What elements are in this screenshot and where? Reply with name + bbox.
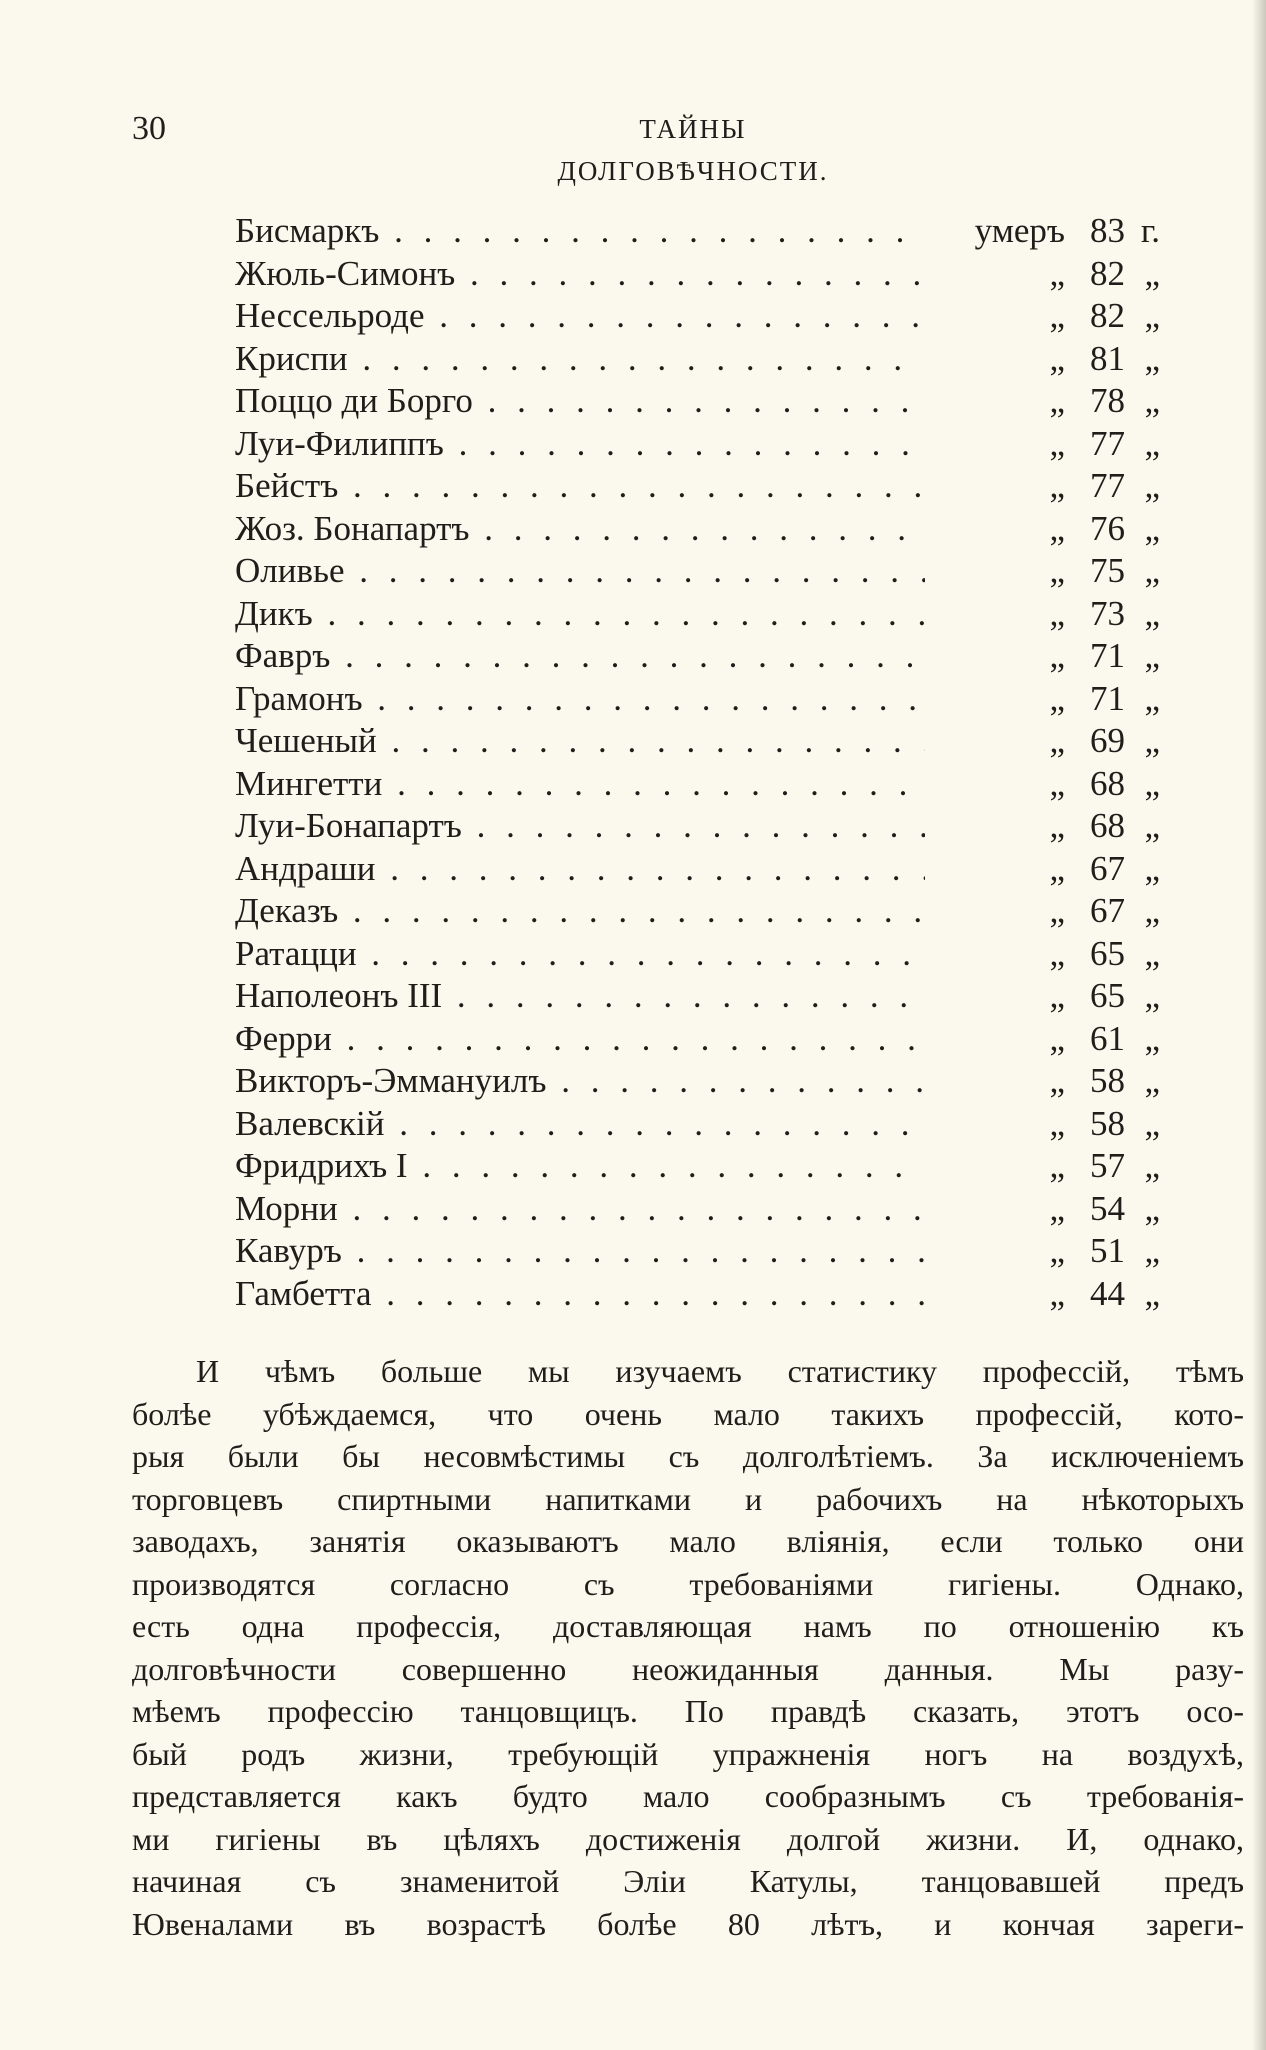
died-label: „	[1049, 848, 1065, 888]
list-item	[235, 933, 1160, 976]
person-name: Чешеный . . .	[235, 720, 925, 763]
died-label: „	[1049, 338, 1065, 378]
person-name: Поццо ди Борго . . .	[235, 380, 925, 423]
person-name: Бисмаркъ . . .	[235, 210, 925, 253]
person-name: Жюль-Симонъ . . .	[235, 253, 925, 296]
list-item	[235, 890, 1160, 933]
died-label: „	[1049, 891, 1065, 930]
person-name: Наполеонъ III . . .	[235, 975, 925, 1018]
age-value: 58	[1090, 1103, 1125, 1143]
age-unit: „	[1144, 763, 1160, 803]
person-name: Кавуръ . . .	[235, 1230, 925, 1273]
list-item	[235, 593, 1160, 636]
person-name: Ферри . . .	[235, 1018, 925, 1061]
list-item	[235, 253, 1160, 296]
list-item	[235, 1230, 1160, 1273]
page-edge-shadow	[1252, 0, 1266, 2050]
person-name: Валевскій . . .	[235, 1103, 925, 1146]
paragraph-line: есть одна профессія, доставляющая намъ по отношенію къ	[132, 1608, 1244, 1644]
age-unit: „	[1144, 806, 1160, 845]
age-value: 57	[1090, 1146, 1125, 1185]
age-unit: „	[1144, 1273, 1160, 1313]
age-value: 51	[1090, 1231, 1125, 1270]
person-name: Оливье . . .	[235, 550, 925, 593]
age-unit: „	[1144, 678, 1160, 718]
died-label: „	[1049, 933, 1065, 973]
age-unit: „	[1144, 338, 1160, 378]
died-label: „	[1049, 423, 1065, 463]
age-value: 58	[1090, 1061, 1125, 1100]
age-unit: „	[1144, 976, 1160, 1015]
list-item	[235, 1060, 1160, 1103]
page-header	[132, 108, 1254, 186]
person-name: Деказъ . . .	[235, 890, 925, 933]
age-unit: „	[1144, 1103, 1160, 1143]
age-value: 68	[1090, 806, 1125, 845]
age-unit: „	[1144, 1188, 1160, 1228]
paragraph-line: торговцевъ спиртными напитками и рабочихъ на нѣкоторыхъ	[132, 1480, 1244, 1517]
died-label: „	[1049, 551, 1065, 590]
list-item	[235, 1188, 1160, 1231]
died-label: „	[1049, 1231, 1065, 1270]
age-unit: „	[1144, 1018, 1160, 1058]
age-value: 77	[1090, 423, 1125, 463]
list-item	[235, 975, 1160, 1018]
died-label: „	[1049, 1061, 1065, 1100]
died-label: „	[1049, 466, 1065, 505]
paragraph-line: долговѣчности совершенно неожиданныя данныя. Мы разу-	[132, 1650, 1244, 1687]
died-label: „	[1049, 678, 1065, 718]
person-name: Фридрихъ I . . .	[235, 1145, 925, 1188]
age-value: 65	[1090, 933, 1125, 973]
died-label: „	[1049, 508, 1065, 548]
person-name: Нессельроде . . .	[235, 295, 925, 338]
age-unit: „	[1144, 721, 1160, 760]
list-item	[235, 508, 1160, 551]
age-unit: „	[1144, 253, 1160, 293]
paragraph-line: бый родъ жизни, требующій упражненія ногъ на воздухѣ,	[132, 1735, 1244, 1772]
body-paragraph	[132, 1350, 1244, 1945]
list-item	[235, 1145, 1160, 1188]
person-name: Луи-Бонапартъ . . .	[235, 805, 925, 848]
person-name: Дикъ . . .	[235, 593, 925, 636]
age-value: 67	[1090, 891, 1125, 930]
age-value: 73	[1090, 593, 1125, 633]
age-value: 75	[1090, 551, 1125, 590]
list-item	[235, 635, 1160, 678]
age-unit: „	[1144, 466, 1160, 505]
age-value: 83	[1090, 211, 1125, 250]
paragraph-line: производятся согласно съ требованіями гигіены. Однако,	[132, 1565, 1244, 1602]
age-list	[235, 210, 1160, 1315]
person-name: Бейстъ . . .	[235, 465, 925, 508]
list-item	[235, 763, 1160, 806]
age-unit: „	[1144, 1061, 1160, 1100]
age-value: 78	[1090, 381, 1125, 420]
age-value: 54	[1090, 1188, 1125, 1228]
died-label: „	[1049, 636, 1065, 675]
age-unit: „	[1144, 508, 1160, 548]
age-unit: „	[1144, 593, 1160, 633]
died-label: „	[1049, 806, 1065, 845]
person-name: Жоз. Бонапартъ . . .	[235, 508, 925, 551]
paragraph-line: представляется какъ будто мало сообразнымъ съ требованія-	[132, 1778, 1244, 1814]
list-item	[235, 338, 1160, 381]
list-item	[235, 848, 1160, 891]
person-name: Ратацци . . .	[235, 933, 925, 976]
age-unit: „	[1144, 381, 1160, 420]
age-value: 76	[1090, 508, 1125, 548]
list-item	[235, 465, 1160, 508]
page-number: 30	[132, 110, 166, 147]
died-label: „	[1049, 593, 1065, 633]
age-value: 77	[1090, 466, 1125, 505]
age-unit: „	[1144, 891, 1160, 930]
age-value: 65	[1090, 976, 1125, 1015]
age-value: 71	[1090, 636, 1125, 675]
list-item	[235, 295, 1160, 338]
died-label: „	[1049, 976, 1065, 1015]
person-name: Криспи . . .	[235, 338, 925, 381]
list-item	[235, 210, 1160, 253]
age-unit: „	[1144, 551, 1160, 590]
died-label: „	[1049, 1018, 1065, 1058]
person-name: Андраши . . .	[235, 848, 925, 891]
died-label: „	[1049, 1103, 1065, 1143]
list-item	[235, 380, 1160, 423]
age-value: 69	[1090, 721, 1125, 760]
died-label: „	[1049, 763, 1065, 803]
age-value: 82	[1090, 296, 1125, 335]
died-label: „	[1049, 1146, 1065, 1185]
person-name: Викторъ-Эммануилъ . . .	[235, 1060, 925, 1103]
list-item	[235, 1018, 1160, 1061]
age-value: 67	[1090, 848, 1125, 888]
list-item	[235, 678, 1160, 721]
list-item	[235, 1103, 1160, 1146]
list-item	[235, 550, 1160, 593]
age-unit: „	[1144, 636, 1160, 675]
paragraph-line: болѣе убѣждаемся, что очень мало такихъ профессій, кото-	[132, 1395, 1244, 1432]
paragraph-line: мѣемъ профессію танцовщицъ. По правдѣ сказать, этотъ осо-	[132, 1693, 1244, 1729]
person-name: Грамонъ . . .	[235, 678, 925, 721]
age-value: 68	[1090, 763, 1125, 803]
paragraph-line: И чѣмъ больше мы изучаемъ статистику профессій, тѣмъ	[196, 1353, 1244, 1389]
person-name: Фавръ . . .	[235, 635, 925, 678]
died-label: умеръ	[974, 211, 1065, 250]
running-title: ТАЙНЫ ДОЛГОВѢЧНОСТИ.	[557, 114, 829, 186]
paragraph-line: рыя были бы несовмѣстимы съ долголѣтіемъ. За исключеніемъ	[132, 1438, 1244, 1474]
died-label: „	[1049, 721, 1065, 760]
paragraph-line: ми гигіены въ цѣляхъ достиженія долгой жизни. И, однако,	[132, 1820, 1244, 1857]
died-label: „	[1049, 1273, 1065, 1313]
person-name: Мингетти . . .	[235, 763, 925, 806]
list-item	[235, 720, 1160, 763]
person-name: Луи-Филиппъ . . .	[235, 423, 925, 466]
list-item	[235, 1273, 1160, 1316]
age-value: 61	[1090, 1018, 1125, 1058]
age-unit: „	[1144, 933, 1160, 973]
paragraph-line: заводахъ, занятія оказываютъ мало вліянія, если только они	[132, 1523, 1244, 1559]
died-label: „	[1049, 1188, 1065, 1228]
age-value: 81	[1090, 338, 1125, 378]
died-label: „	[1049, 296, 1065, 335]
paragraph-line: начиная съ знаменитой Эліи Катулы, танцовавшей предъ	[132, 1863, 1244, 1899]
list-item	[235, 423, 1160, 466]
age-unit: „	[1144, 848, 1160, 888]
died-label: „	[1049, 381, 1065, 420]
age-value: 71	[1090, 678, 1125, 718]
age-unit: г.	[1140, 211, 1160, 250]
age-unit: „	[1144, 296, 1160, 335]
age-value: 82	[1090, 253, 1125, 293]
age-unit: „	[1144, 1231, 1160, 1270]
person-name: Гамбетта . . .	[235, 1273, 925, 1316]
age-unit: „	[1144, 1146, 1160, 1185]
age-value: 44	[1090, 1273, 1125, 1313]
died-label: „	[1049, 253, 1065, 293]
person-name: Морни . . .	[235, 1188, 925, 1231]
paragraph-line: Ювеналами въ возрастѣ болѣе 80 лѣтъ, и кончая зареги-	[132, 1905, 1244, 1942]
list-item	[235, 805, 1160, 848]
age-unit: „	[1144, 423, 1160, 463]
